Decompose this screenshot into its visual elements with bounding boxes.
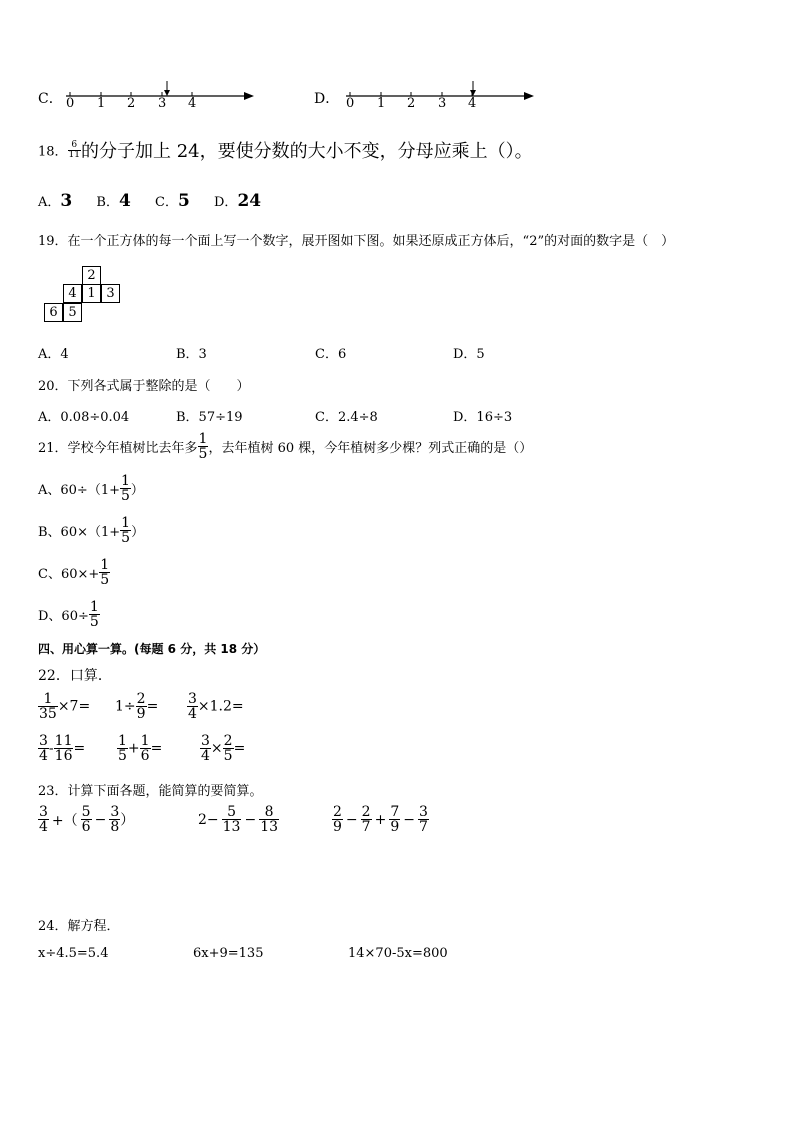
tick-d-2: 2 (407, 96, 416, 111)
q19-option-a: A．4 (38, 347, 69, 362)
net-cell: 1 (82, 284, 101, 303)
fraction (81, 805, 92, 834)
q18-options (38, 191, 261, 211)
option-d-label: D． (314, 91, 340, 107)
option-text: ） (131, 525, 145, 540)
q21-option-b (38, 516, 144, 545)
fraction (38, 734, 49, 763)
operator: − (94, 811, 107, 828)
denominator: 4 (39, 819, 48, 835)
operator: - (48, 740, 54, 757)
denominator: 9 (333, 819, 342, 835)
q20-option-a: A．0.08÷0.04 (38, 410, 130, 425)
operator: × (210, 740, 223, 757)
fraction (54, 734, 74, 763)
numerator: 3 (39, 733, 48, 749)
numerator: 3 (39, 804, 48, 820)
operator: + (127, 740, 140, 757)
fraction (259, 805, 279, 834)
q23-expr-2 (198, 805, 279, 834)
q22-item (200, 734, 245, 763)
numerator: 2 (136, 691, 146, 707)
numerator: 6 (71, 139, 78, 150)
expr-tail: = (233, 740, 246, 757)
tick-d-4: 4 (468, 96, 477, 111)
cube-net (41, 264, 131, 324)
option-d-label: D． (214, 195, 238, 210)
arrow-marker-c (164, 81, 170, 96)
operator: ） (120, 812, 135, 829)
denominator: 9 (136, 706, 146, 722)
tick-c-0: 0 (66, 96, 75, 111)
numerator: 3 (418, 804, 428, 820)
numerator: 3 (188, 691, 197, 707)
numerator: 1 (121, 515, 131, 531)
question-number: 18． (38, 144, 68, 160)
expr-tail: ×1.2= (197, 698, 244, 715)
denominator: 7 (361, 819, 371, 835)
denominator: 7 (418, 819, 428, 835)
net-cell: 5 (63, 303, 82, 322)
option-a-value: 3 (60, 191, 73, 211)
q19-option-b: B．3 (176, 347, 207, 362)
expr-tail: = (73, 740, 86, 757)
fraction (109, 805, 120, 834)
fraction (332, 805, 343, 834)
numerator: 7 (390, 804, 400, 820)
question-text: 的分子加上 24，要使分数的大小不变，分母应乘上（）。 (81, 141, 533, 162)
denominator: 5 (121, 530, 131, 546)
denominator: 5 (198, 446, 208, 462)
fraction (38, 805, 49, 834)
option-text: B、60×（1+ (38, 525, 121, 540)
expr-lead: 1÷ (115, 698, 136, 715)
fraction-1-5 (99, 558, 110, 587)
arrow-marker-d (470, 81, 476, 96)
question-18 (38, 137, 533, 163)
net-cell: 4 (63, 284, 82, 303)
fraction-6-11 (68, 141, 81, 160)
denominator: 8 (110, 819, 120, 835)
tick-d-1: 1 (377, 96, 386, 111)
operator: + (374, 811, 387, 828)
net-cell: 3 (101, 284, 120, 303)
option-text: A、60÷（1+ (38, 483, 120, 498)
denominator: 5 (223, 748, 233, 764)
denominator: 4 (188, 706, 197, 722)
fraction (361, 805, 372, 834)
denominator: 5 (121, 488, 130, 504)
numerator: 11 (54, 733, 73, 749)
numerator: 1 (118, 733, 127, 749)
operator: − (403, 811, 415, 828)
q21-option-c (38, 558, 110, 587)
numerator: 5 (227, 804, 237, 820)
fraction (389, 805, 400, 834)
operator: − (345, 811, 358, 828)
fraction-1-5 (120, 474, 131, 503)
numerator: 2 (361, 804, 371, 820)
numerator: 2 (333, 804, 342, 820)
option-c-value: 5 (177, 191, 190, 211)
fraction (222, 805, 242, 834)
q22-item (38, 734, 85, 763)
tick-c-4: 4 (188, 96, 197, 111)
numerator: 1 (43, 691, 53, 707)
denominator: 13 (260, 819, 279, 835)
option-d-value: 24 (237, 191, 262, 211)
numerator: 3 (110, 804, 120, 820)
tick-c-1: 1 (97, 96, 106, 111)
numerator: 1 (198, 431, 208, 447)
tick-d-3: 3 (438, 96, 447, 111)
question-22: 22．口算． (38, 668, 112, 684)
section-title: 四、用心算一算。(每题 6 分，共 18 分） (38, 642, 266, 656)
fraction (187, 692, 198, 721)
option-b-label: B． (96, 195, 119, 210)
fraction (140, 734, 151, 763)
equation-3: 14×70-5x=800 (348, 946, 448, 961)
numerator: 1 (140, 733, 150, 749)
numerator: 5 (81, 804, 91, 820)
option-b-value: 4 (118, 191, 131, 211)
numerator: 2 (223, 733, 233, 749)
fraction-1-5 (198, 432, 209, 461)
q19-option-c: C．6 (315, 347, 347, 362)
question-19: 19．在一个正方体的每一个面上写一个数字，展开图如下图。如果还原成正方体后，“2”的对面的数字是（ ） (38, 234, 675, 249)
equation-1: x÷4.5=5.4 (38, 946, 109, 961)
denominator: 6 (81, 819, 91, 835)
option-c-label: C． (38, 91, 63, 107)
operator: +（ (51, 812, 78, 829)
question-text-b: ，去年植树 60 棵，今年植树多少棵？列式正确的是（） (208, 441, 533, 456)
option-text: ） (130, 483, 144, 498)
net-cell: 2 (82, 266, 101, 285)
fraction (117, 734, 128, 763)
expr-tail: ×7= (57, 698, 91, 715)
expr-tail: = (146, 698, 159, 715)
fraction-1-5 (89, 600, 100, 629)
numerator: 8 (264, 804, 274, 820)
denominator: 16 (54, 748, 73, 764)
q22-item (117, 734, 162, 763)
q21-option-d (38, 600, 100, 629)
question-23: 23．计算下面各题，能简算的要简算。 (38, 784, 263, 799)
question-text-a: 21．学校今年植树比去年多 (38, 441, 198, 456)
question-20: 20．下列各式属于整除的是（ ） (38, 379, 250, 394)
fraction (136, 692, 147, 721)
numerator: 1 (121, 473, 130, 489)
option-text: D、60÷ (38, 609, 89, 624)
option-a-label: A． (38, 195, 61, 210)
denominator: 4 (201, 748, 210, 764)
expr-tail: = (150, 740, 163, 757)
fraction (223, 734, 234, 763)
denominator: 11 (68, 149, 80, 160)
fraction (418, 805, 429, 834)
numerator: 1 (100, 557, 110, 573)
denominator: 9 (390, 819, 400, 835)
denominator: 6 (140, 748, 150, 764)
fraction (38, 692, 58, 721)
net-cell: 6 (44, 303, 63, 322)
q21-option-a (38, 474, 144, 503)
operator: − (244, 811, 257, 828)
equation-2: 6x+9=135 (193, 946, 264, 961)
q22-item (115, 692, 158, 721)
option-c-label: C． (155, 195, 178, 210)
q19-option-d: D．5 (453, 347, 485, 362)
q23-expr-1 (38, 805, 134, 834)
question-21 (38, 432, 532, 461)
fraction-1-5 (120, 516, 131, 545)
q22-item (187, 692, 244, 721)
denominator: 35 (39, 706, 57, 722)
denominator: 5 (100, 572, 110, 588)
numerator: 3 (201, 733, 210, 749)
fraction (200, 734, 211, 763)
q20-option-c: C．2.4÷8 (315, 410, 378, 425)
question-24: 24．解方程． (38, 919, 120, 934)
denominator: 5 (89, 614, 99, 630)
q23-expr-3 (332, 805, 429, 834)
option-text: C、60×+ (38, 567, 100, 582)
q22-item (38, 692, 90, 721)
denominator: 13 (222, 819, 241, 835)
tick-c-3: 3 (158, 96, 167, 111)
q20-option-b: B．57÷19 (176, 410, 243, 425)
expr-lead: 2− (198, 811, 219, 828)
tick-d-0: 0 (346, 96, 355, 111)
numerator: 1 (89, 599, 99, 615)
q20-option-d: D．16÷3 (453, 410, 513, 425)
denominator: 4 (39, 748, 48, 764)
denominator: 5 (118, 748, 127, 764)
tick-c-2: 2 (127, 96, 136, 111)
